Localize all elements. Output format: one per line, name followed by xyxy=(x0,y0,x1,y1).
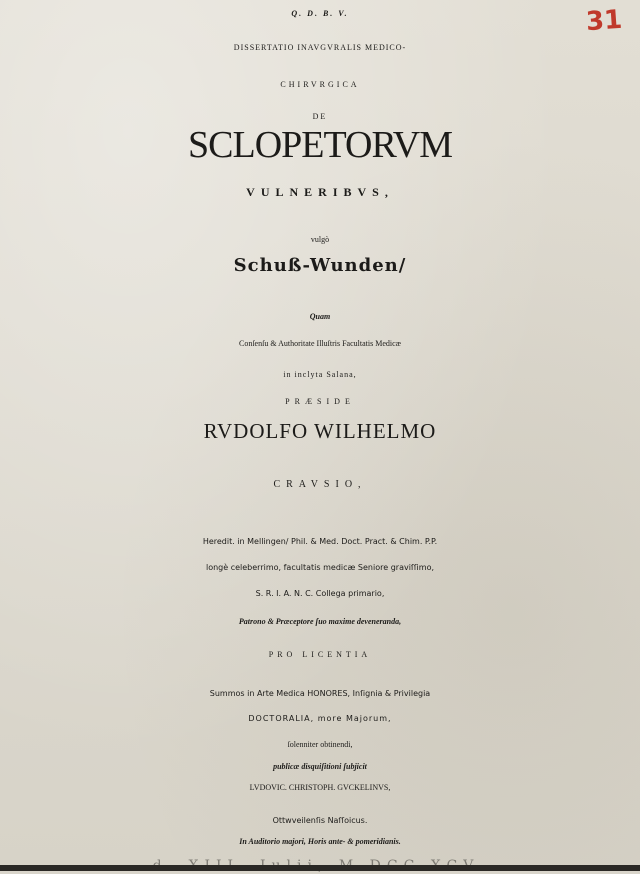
consent-line: Conſenſu & Authoritate Illuſtris Facultatis Medicæ xyxy=(239,339,401,348)
folio-number: 31 xyxy=(584,4,624,38)
praeses-name: RVDOLFO WILHELMO xyxy=(203,419,437,443)
origin-line: Ottwveilenſis Naſſoicus. xyxy=(272,816,368,825)
title-line-2: CHIRVRGICA xyxy=(280,80,360,89)
auditorio-line: In Auditorio majori, Horis ante- & pomeridianis. xyxy=(239,837,401,846)
page-edge xyxy=(0,865,640,871)
longe-line: longè celeberrimo, facultatis medicæ Seniore graviſſimo, xyxy=(205,563,435,572)
respondent-name: LVDOVIC. CHRISTOPH. GVCKELINVS, xyxy=(249,783,391,792)
srianc-line: S. R. I. A. N. C. Collega primario, xyxy=(255,589,385,598)
publicae-line: publicæ disquiſitioni ſubjicit xyxy=(273,762,367,771)
quam-label: Quam xyxy=(309,312,331,321)
doctoralia-line: DOCTORALIA, more Majorum, xyxy=(248,714,392,723)
solenniter-line: ſolenniter obtinendi, xyxy=(287,740,353,749)
vulgo-label: vulgò xyxy=(310,235,330,244)
main-title-sclopetorum: SCLOPETORVM xyxy=(188,124,452,166)
praeses-surname: CRAVSIO, xyxy=(273,479,367,490)
invocation: Q. D. B. V. xyxy=(291,9,349,18)
place-line: in inclyta Salana, xyxy=(283,370,357,379)
summos-line: Summos in Arte Medica HONORES, Inſignia & Privilegia xyxy=(209,689,431,698)
praeside-label: PRÆSIDE xyxy=(285,397,355,406)
heredit-line: Heredit. in Mellingen/ Phil. & Med. Doct. Pract. & Chim. P.P. xyxy=(202,537,438,546)
title-line-1: DISSERTATIO INAVGVRALIS MEDICO- xyxy=(233,43,407,52)
german-title: Schuß-Wunden/ xyxy=(233,255,407,276)
title-line-3: DE xyxy=(312,112,328,121)
pro-licentia: PRO LICENTIA xyxy=(268,650,372,659)
patrono-line: Patrono & Præceptore ſuo maxime deveneranda, xyxy=(238,617,402,626)
main-title-vulneribus: VULNERIBVS, xyxy=(246,185,394,199)
